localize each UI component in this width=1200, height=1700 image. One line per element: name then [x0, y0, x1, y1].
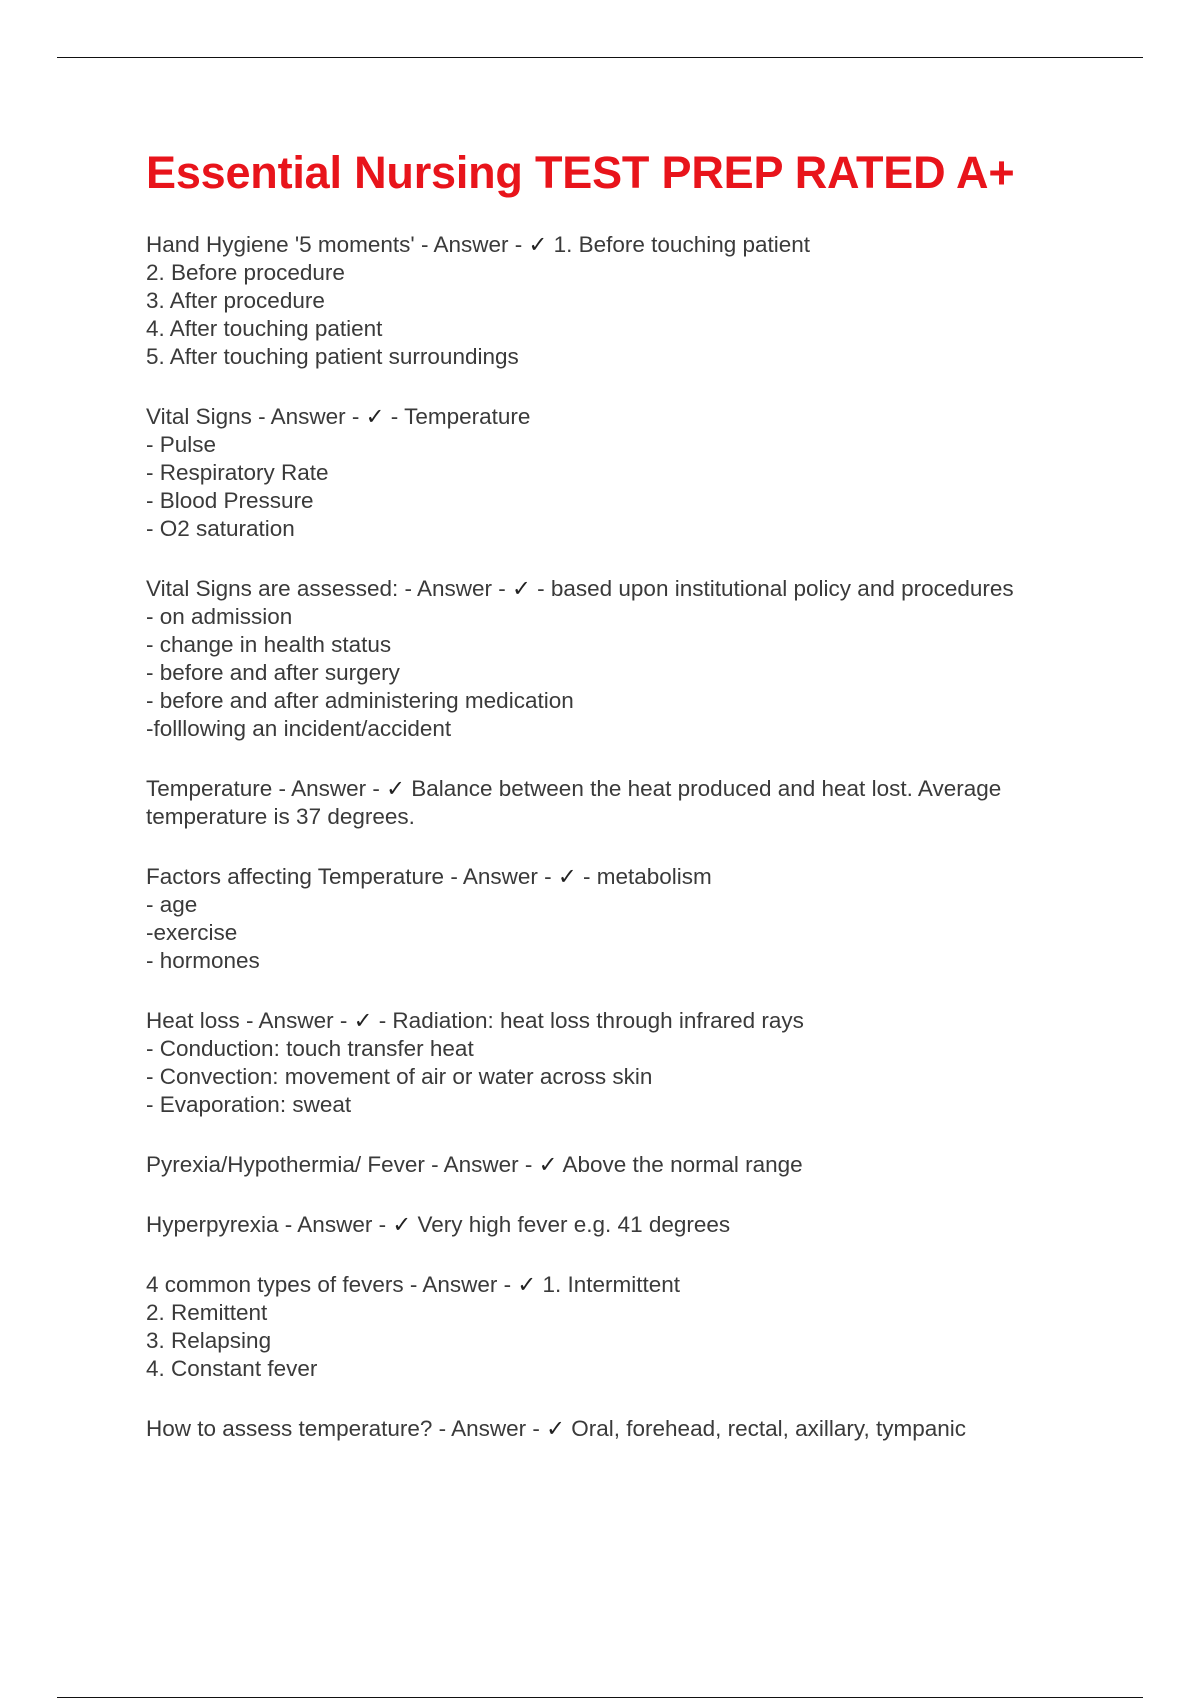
qa-first-line [146, 1415, 1106, 1443]
check-icon: ✓ [512, 576, 531, 601]
qa-first-line [146, 1151, 1106, 1179]
qa-list [146, 231, 1106, 1443]
check-icon: ✓ [528, 232, 548, 257]
qa-item [146, 863, 1106, 975]
question-text: Heat loss - Answer - [146, 1008, 354, 1033]
answer-text: 1. Intermittent [536, 1272, 681, 1297]
answer-line: - change in health status [146, 632, 392, 657]
bottom-divider [57, 1697, 1143, 1698]
answer-line: 2. Remittent [146, 1300, 268, 1325]
qa-first-line [146, 231, 1106, 259]
check-icon: ✓ [392, 1212, 412, 1237]
question-text: 4 common types of fevers - Answer - [146, 1272, 518, 1297]
answer-text: Above the normal range [557, 1152, 803, 1177]
answer-text: - metabolism [576, 864, 712, 889]
answer-line: - before and after surgery [146, 660, 400, 685]
document-title: Essential Nursing TEST PREP RATED A+ [146, 147, 1015, 198]
question-text: Pyrexia/Hypothermia/ Fever - Answer - [146, 1152, 539, 1177]
answer-line: - age [146, 892, 198, 917]
qa-first-line [146, 1271, 1106, 1299]
question-text: Vital Signs - Answer - [146, 404, 366, 429]
answer-line: 2. Before procedure [146, 260, 345, 285]
qa-first-line [146, 575, 1106, 603]
qa-item [146, 1211, 1106, 1239]
check-icon: ✓ [538, 1152, 558, 1177]
answer-line: - Respiratory Rate [146, 460, 329, 485]
answer-text: - Temperature [384, 404, 531, 429]
qa-first-line [146, 403, 1106, 431]
answer-text: Oral, forehead, rectal, axillary, tympanic [565, 1416, 967, 1441]
qa-item [146, 1271, 1106, 1383]
question-text: Vital Signs are assessed: - Answer - [146, 576, 512, 601]
answer-line: 3. Relapsing [146, 1328, 272, 1353]
answer-line: - O2 saturation [146, 516, 295, 541]
document-body [146, 143, 1106, 1475]
question-text: Hyperpyrexia - Answer - [146, 1212, 393, 1237]
answer-text: - Radiation: heat loss through infrared rays [372, 1008, 804, 1033]
answer-line: 4. Constant fever [146, 1356, 318, 1381]
qa-item [146, 1007, 1106, 1119]
check-icon: ✓ [557, 864, 577, 889]
answer-line: - before and after administering medication [146, 688, 574, 713]
answer-line: -folllowing an incident/accident [146, 716, 452, 741]
check-icon: ✓ [365, 404, 385, 429]
top-divider [57, 57, 1143, 58]
answer-line: - hormones [146, 948, 260, 973]
answer-line: - Conduction: touch transfer heat [146, 1036, 474, 1061]
qa-first-line [146, 1007, 1106, 1035]
qa-item [146, 575, 1106, 743]
answer-line: 3. After procedure [146, 288, 325, 313]
answer-text: Very high fever e.g. 41 degrees [411, 1212, 731, 1237]
answer-line: 5. After touching patient surroundings [146, 344, 519, 369]
answer-line: -exercise [146, 920, 238, 945]
check-icon: ✓ [386, 776, 405, 801]
question-text: How to assess temperature? - Answer - [146, 1416, 547, 1441]
answer-line: - Convection: movement of air or water across skin [146, 1064, 653, 1089]
answer-text: - based upon institutional policy and procedures [530, 576, 1014, 601]
answer-line: - Pulse [146, 432, 217, 457]
answer-line: - Blood Pressure [146, 488, 314, 513]
answer-text: 1. Before touching patient [547, 232, 811, 257]
check-icon: ✓ [546, 1416, 566, 1441]
qa-first-line [146, 1211, 1106, 1239]
check-icon: ✓ [517, 1272, 537, 1297]
answer-line: - Evaporation: sweat [146, 1092, 352, 1117]
answer-line: 4. After touching patient [146, 316, 383, 341]
check-icon: ✓ [353, 1008, 373, 1033]
question-text: Factors affecting Temperature - Answer - [146, 864, 558, 889]
qa-first-line [146, 775, 1086, 831]
qa-item [146, 1415, 1106, 1443]
qa-item [146, 775, 1106, 831]
question-text: Hand Hygiene '5 moments' - Answer - [146, 232, 529, 257]
qa-item [146, 403, 1106, 543]
qa-first-line [146, 863, 1106, 891]
answer-text: Balance between the heat produced and heat lost. Average temperature is 37 degrees. [146, 776, 1002, 829]
qa-item [146, 231, 1106, 371]
question-text: Temperature - Answer - [146, 776, 387, 801]
qa-item [146, 1151, 1106, 1179]
answer-line: - on admission [146, 604, 293, 629]
